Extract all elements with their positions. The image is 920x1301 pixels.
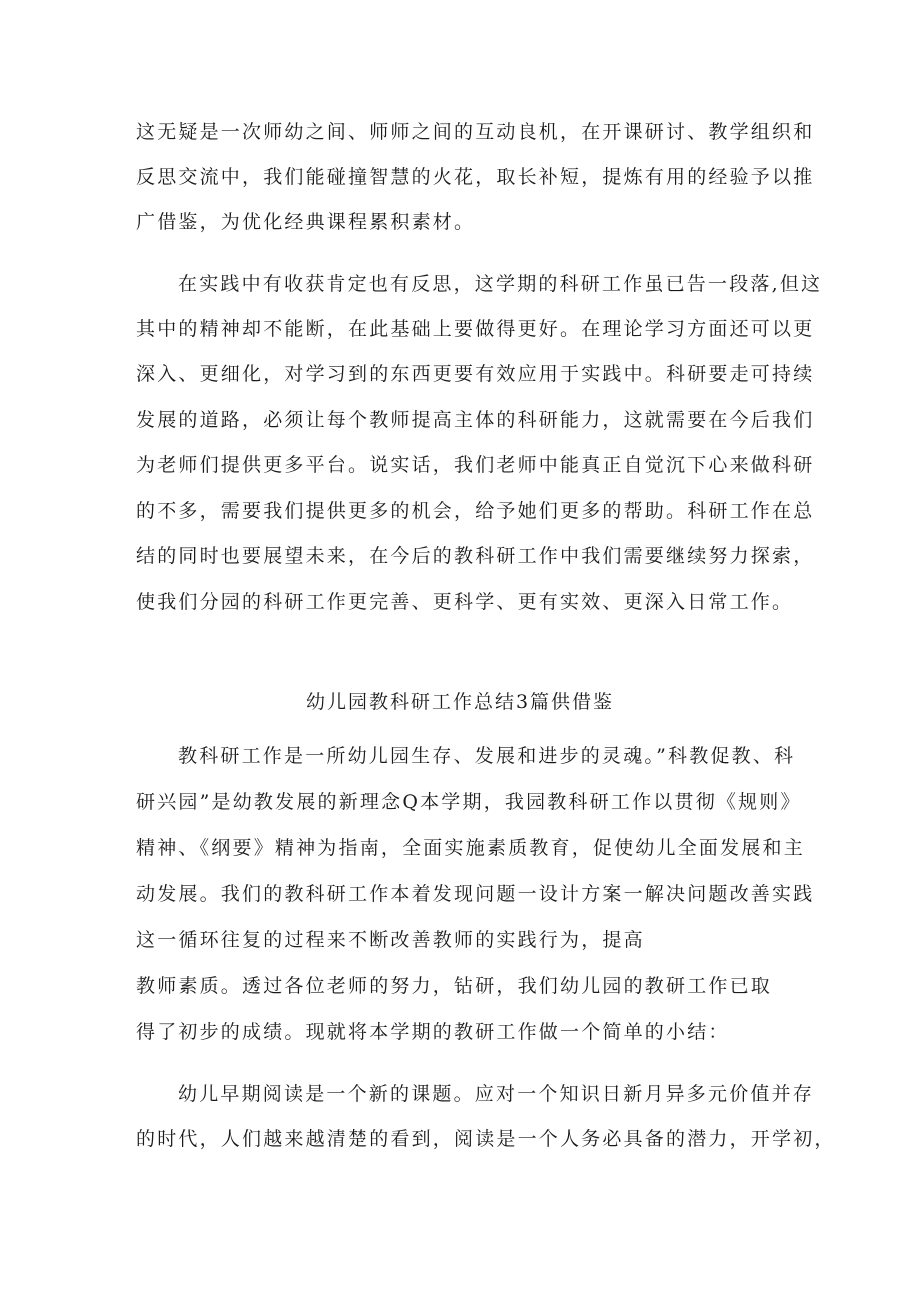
- text-line: 这无疑是一次师幼之间、师师之间的互动良机，在开课研讨、教学组织和: [136, 121, 815, 143]
- text-line: 反思交流中，我们能碰撞智慧的火花，取长补短，提炼有用的经验予以推: [136, 166, 815, 188]
- text-line: 发展的道路，必须让每个教师提高主体的科研能力，这就需要在今后我们: [136, 409, 815, 431]
- text-line: 为老师们提供更多平台。说实话，我们老师中能真正自觉沉下心来做科研: [136, 454, 815, 476]
- text-line: 教科研工作是一所幼儿园生存、发展和进步的灵魂。”科教促教、科: [178, 745, 796, 767]
- text-line: 使我们分园的科研工作更完善、更科学、更有实效、更深入日常工作。: [136, 591, 794, 613]
- text-line: 这一循环往复的过程来不断改善教师的实践行为，提高: [136, 929, 645, 951]
- text-line: 的时代，人们越来越清楚的看到，阅读是一个人务必具备的潜力，开学初，: [136, 1128, 836, 1150]
- text-line: 在实践中有收获肯定也有反思，这学期的科研工作虽已告一段落,但这: [178, 273, 823, 295]
- text-line: 动发展。我们的教科研工作本着发现问题一设计方案一解决问题改善实践: [136, 883, 815, 905]
- section-title: 幼儿园教科研工作总结3篇供借鉴: [305, 691, 615, 713]
- text-line: 深入、更细化，对学习到的东西更要有效应用于实践中。科研要走可持续: [136, 363, 815, 385]
- text-line: 广借鉴，为优化经典课程累积素材。: [136, 211, 476, 233]
- text-line: 研兴园”是幼教发展的新理念Q本学期，我园教科研工作以贯彻《规则》: [136, 791, 802, 813]
- text-line: 教师素质。透过各位老师的努力，钻研，我们幼儿园的教研工作已取: [136, 975, 773, 997]
- text-line: 的不多，需要我们提供更多的机会，给予她们更多的帮助。科研工作在总: [136, 500, 815, 522]
- text-line: 幼儿早期阅读是一个新的课题。应对一个知识日新月异多元价值并存: [178, 1083, 815, 1105]
- text-line: 精神、《纲要》精神为指南，全面实施素质教育，促使幼儿全面发展和主: [136, 837, 805, 859]
- text-line: 结的同时也要展望未来，在今后的教科研工作中我们需要继续努力探索，: [136, 545, 815, 567]
- text-line: 其中的精神却不能断，在此基础上要做得更好。在理论学习方面还可以更: [136, 318, 815, 340]
- text-line: 得了初步的成绩。现就将本学期的教研工作做一个简单的小结：: [136, 1021, 730, 1043]
